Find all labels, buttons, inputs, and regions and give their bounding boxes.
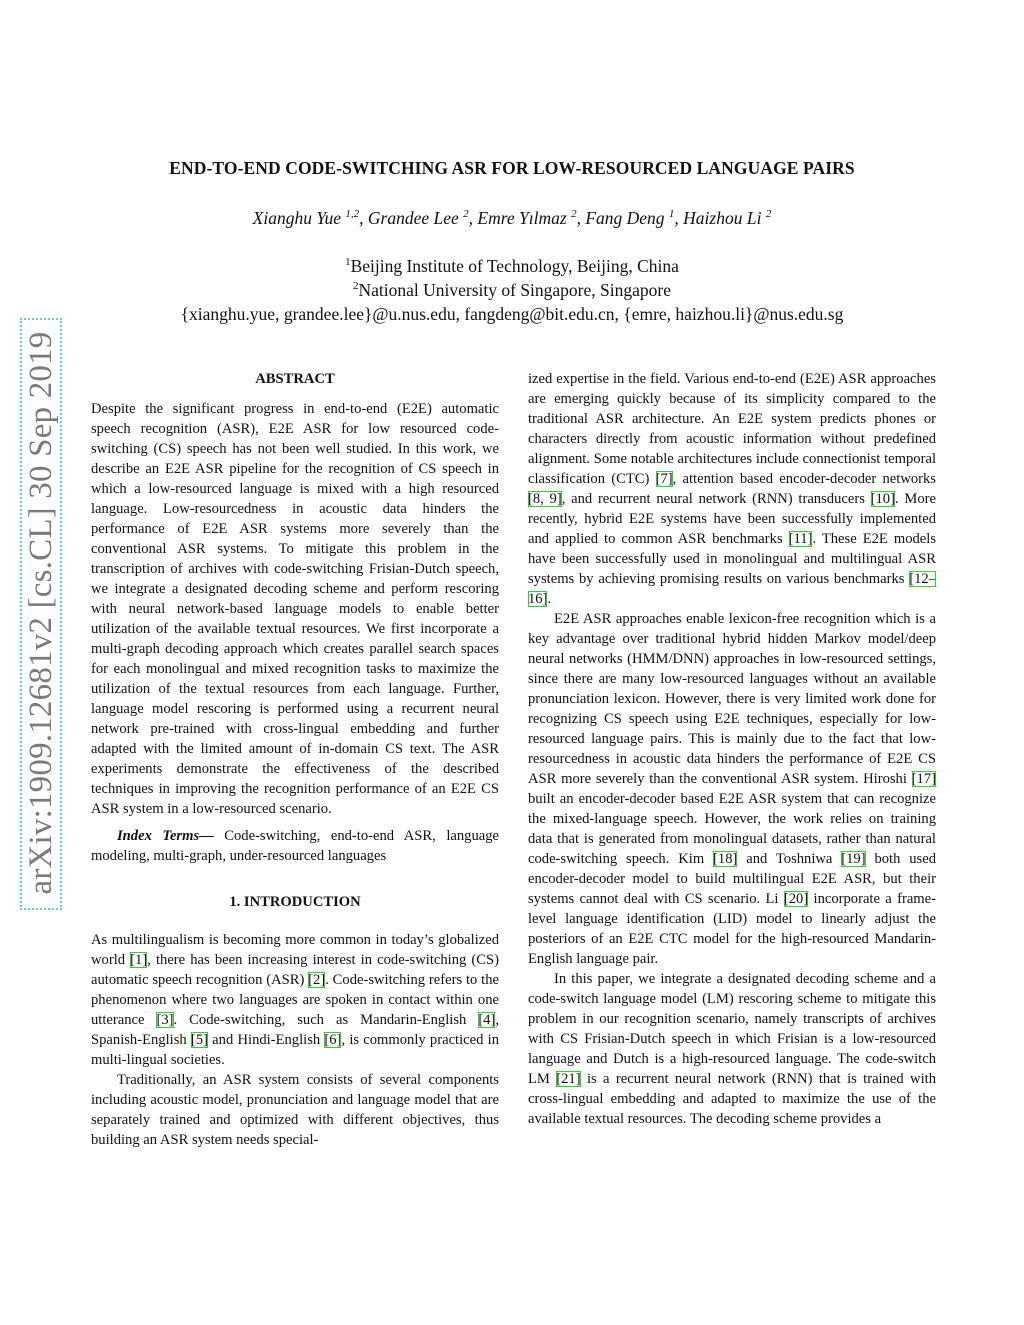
- author: Xianghu Yue $^{1,2}$,: [252, 208, 368, 228]
- citation-link[interactable]: [17]: [911, 771, 936, 787]
- index-terms-text: Code-switching, end-to-end ASR, language modeling, multi-graph, under-resourced languages: [91, 828, 500, 864]
- citation-link[interactable]: [20]: [783, 891, 809, 907]
- intro-paragraph-2: Traditionally, an ASR system consists of several components including acoustic model, pronunciation and language model that are separately trained and optimized with different objectives, thus building an ASR system needs special-: [91, 1072, 499, 1148]
- author: Grandee Lee $^2$,: [367, 208, 478, 228]
- intro-paragraph-3: E2E ASR approaches enable lexicon-free recognition which is a key advantage over traditional hybrid hidden Markov model/deep neural networks (HMM/DNN) approaches in low-resourced settings, since there are many low-resourced languages without an available pronunciation lexicon. However, there is very limited work done for recognizing CS speech using E2E techniques, especially for low-resourced language pairs. This is mainly due to the fact that low-resourcedness in acoustic data hinders the performance of E2E CS ASR more severely than the conventional ASR system. Hiroshi [17] built an encoder-decoder based E2E ASR system that can recognize the mixed-language speech. However, the work relies on training data that is generated from monolingual datasets, rather than natural code-switching speech. Kim [18] and Toshniwa [19] both used encoder-decoder model to build multilingual E2E ASR, but their systems cannot deal with CS scenario. Li [20] incorporate a frame-level language identification (LID) model to linearly adjust the posteriors of an E2E CTC model for the high-resourced Mandarin-English language pair.: [528, 611, 937, 967]
- affiliation-2: $^2$National University of Singapore, Singapore: [352, 280, 671, 300]
- intro-paragraph-4: In this paper, we integrate a designated decoding scheme and a code-switch language model (LM) rescoring scheme to mitigate this problem in our recognition scenario, namely transcripts of archives with CS Frisian-Dutch speech in which Frisian is a low-resourced language and Dutch is a high-resourced language. The code-switch LM [21] is a recurrent neural network (RNN) that is trained with cross-lingual embedding and adapted to maximize the use of the available textual resources. The decoding scheme provides a: [528, 971, 936, 1127]
- abstract-text: Despite the significant progress in end-to-end (E2E) automatic speech recognition (ASR), E2E ASR for low resourced code-switching (CS) speech has not been well studied. In this work, we describe an E2E ASR pipeline for the recognition of CS speech in which a low-resourced language is mixed with a high resourced language. Low-resourcedness in acoustic data hinders the performance of E2E ASR systems more severely than the conventional ASR systems. To mitigate this problem in the transcription of archives with code-switching Frisian-Dutch speech, we integrate a designated decoding scheme and perform rescoring with neural network-based language models to enable better utilization of the available textual resources. We first incorporate a multi-graph decoding approach which creates parallel search spaces for each monolingual and mixed recognition tasks to maximize the utilization of the textual resources from each language. Further, language model rescoring is performed using a recurrent neural network pre-trained with cross-lingual embedding and further adapted with the limited amount of in-domain CS text. The ASR experiments demonstrate the effectiveness of the described techniques in improving the recognition performance of an E2E CS ASR system in a low-resourced scenario.: [91, 401, 499, 817]
- author: Emre Yılmaz $^2$,: [477, 208, 586, 228]
- citation-link[interactable]: [7]: [655, 471, 673, 487]
- index-terms: [91, 826, 499, 866]
- citation-link[interactable]: [12–16]: [528, 571, 936, 607]
- left-column: [91, 369, 499, 1150]
- citation-link[interactable]: [19]: [841, 851, 866, 867]
- citation-link[interactable]: [21]: [556, 1071, 581, 1087]
- citation-link[interactable]: [8, 9]: [528, 491, 562, 507]
- author: Fang Deng $^1$,: [585, 208, 684, 228]
- paper-title: END-TO-END CODE-SWITCHING ASR FOR LOW-RESOURCED LANGUAGE PAIRS: [169, 158, 855, 178]
- citation-link[interactable]: [10]: [870, 491, 895, 507]
- author: Haizhou Li $^2$: [683, 208, 772, 228]
- intro-paragraph-1: As multilingualism is becoming more common in today’s globalized world [1], there has been increasing interest in code-switching (CS) automatic speech recognition (ASR) [2]. Code-switching refers to the phenomenon where two languages are spoken in contact within one utterance [3]. Code-switching, such as Mandarin-English [4], Spanish-English [5] and Hindi-English [6], is commonly practiced in multi-lingual societies.: [91, 932, 499, 1068]
- right-column: [528, 369, 936, 1129]
- section-heading-introduction: 1. INTRODUCTION: [229, 894, 361, 910]
- affiliation-1: $^1$Beijing Institute of Technology, Beijing, China: [345, 256, 679, 276]
- citation-link[interactable]: [4]: [478, 1012, 496, 1028]
- abstract-heading: ABSTRACT: [255, 371, 335, 387]
- author-list: [0, 208, 1024, 229]
- index-terms-label: Index Terms—: [117, 828, 214, 844]
- citation-link[interactable]: [1]: [130, 952, 148, 968]
- intro-paragraph-2-continued: ized expertise in the field. Various end-to-end (E2E) ASR approaches are emerging quickly because of its simplicity compared to the traditional ASR architecture. An E2E system predicts phones or characters directly from acoustic information without predefined alignment. Some notable architectures include connectionist temporal classification (CTC) [7], attention based encoder-decoder networks [8, 9], and recurrent neural network (RNN) transducers [10]. More recently, hybrid E2E systems have been successfully implemented and applied to common ASR benchmarks [11]. These E2E models have been successfully used in monolingual and multilingual ASR systems by achieving promising results on various benchmarks [12–16].: [528, 371, 936, 607]
- author-emails: {xianghu.yue, grandee.lee}@u.nus.edu, fangdeng@bit.edu.cn, {emre, haizhou.li}@nus.edu.sg: [180, 304, 844, 324]
- citation-link[interactable]: [11]: [788, 531, 813, 547]
- citation-link[interactable]: [2]: [308, 972, 326, 988]
- citation-link[interactable]: [5]: [190, 1032, 208, 1048]
- citation-link[interactable]: [3]: [156, 1012, 174, 1028]
- citation-link[interactable]: [6]: [324, 1032, 342, 1048]
- arxiv-identifier: arXiv:1909.12681v2 [cs.CL] 30 Sep 2019: [23, 331, 59, 895]
- citation-link[interactable]: [18]: [713, 851, 738, 867]
